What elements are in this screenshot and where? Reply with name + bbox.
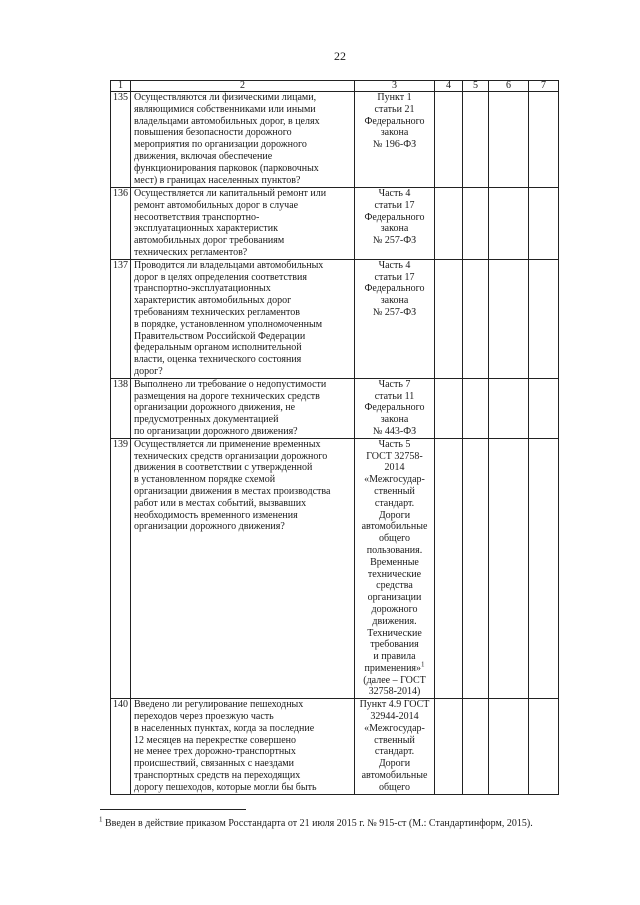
empty-cell	[489, 438, 529, 699]
table-row	[111, 188, 559, 260]
page-number: 22	[334, 49, 346, 63]
legal-reference	[355, 438, 435, 699]
legal-reference: Пункт 4.9 ГОСТ 32944-2014 «Межгосудар- ственный стандарт. Дороги автомобильные общего	[355, 699, 435, 794]
legal-reference: Часть 4 статьи 17 Федерального закона № 257-ФЗ	[355, 188, 435, 260]
table-row	[111, 438, 559, 699]
empty-cell	[463, 378, 489, 438]
table-row	[111, 92, 559, 188]
column-header: 5	[463, 81, 489, 92]
row-number: 139	[111, 438, 131, 699]
empty-cell	[435, 92, 463, 188]
empty-cell	[463, 438, 489, 699]
footnote	[99, 815, 558, 830]
empty-cell	[529, 378, 559, 438]
column-header: 4	[435, 81, 463, 92]
row-number: 138	[111, 378, 131, 438]
legal-reference: Часть 4 статьи 17 Федерального закона № 257-ФЗ	[355, 259, 435, 378]
empty-cell	[435, 438, 463, 699]
reference-text: Часть 5 ГОСТ 32758- 2014 «Межгосудар- ственный стандарт. Дороги автомобильные общего пользования. Временные технические средства организации дорожного движения. Технические требования и правила применения»	[361, 438, 428, 674]
column-header: 7	[529, 81, 559, 92]
question-text: Осуществляется ли применение временных технических средств организации дорожного движения в соответствии с утвержденной в установленном порядке схемой организации движения в местах производства работ или в местах событий, вызвавших необходимость временного изменения организации дорожного движения?	[131, 438, 355, 699]
table-header-row	[111, 81, 559, 92]
empty-cell	[529, 699, 559, 794]
row-number: 137	[111, 259, 131, 378]
empty-cell	[435, 378, 463, 438]
empty-cell	[489, 188, 529, 260]
row-number: 136	[111, 188, 131, 260]
footnote-text: Введен в действие приказом Росстандарта от 21 июля 2015 г. № 915-ст (М.: Стандартинформ, 2015).	[105, 817, 533, 829]
page-content	[99, 80, 558, 830]
empty-cell	[463, 92, 489, 188]
table-row	[111, 699, 559, 794]
question-text: Осуществляется ли капитальный ремонт или ремонт автомобильных дорог в случае несоответствия транспортно- эксплуатационных характеристик автомобильных дорог требованиям технических регламентов?	[131, 188, 355, 260]
column-header: 1	[111, 81, 131, 92]
empty-cell	[489, 259, 529, 378]
row-number: 140	[111, 699, 131, 794]
footnote-divider	[100, 809, 246, 810]
column-header: 3	[355, 81, 435, 92]
table-row	[111, 259, 559, 378]
question-text: Введено ли регулирование пешеходных переходов через проезжую часть в населенных пунктах, когда за последние 12 месяцев на перекрестке совершено не менее трех дорожно-транспортных происшествий, связанных с наездами транспортных средств на переходящих дорогу пешеходов, которые могли бы быть	[131, 699, 355, 794]
column-header: 2	[131, 81, 355, 92]
empty-cell	[463, 699, 489, 794]
empty-cell	[435, 259, 463, 378]
question-text: Проводится ли владельцами автомобильных дорог в целях определения соответствия транспортно-эксплуатационных характеристик автомобильных дорог требованиям технических регламентов в порядке, установленном уполномоченным Правительством Российской Федерации федеральным органом исполнительной власти, оценка технического состояния дорог?	[131, 259, 355, 378]
empty-cell	[489, 92, 529, 188]
empty-cell	[529, 438, 559, 699]
legal-reference: Пункт 1 статьи 21 Федерального закона № 196-ФЗ	[355, 92, 435, 188]
reference-tail: (далее – ГОСТ 32758-2014)	[363, 674, 426, 698]
empty-cell	[435, 699, 463, 794]
column-header: 6	[489, 81, 529, 92]
question-text: Осуществляются ли физическими лицами, являющимися собственниками или иными владельцами автомобильных дорог, в целях повышения безопасности дорожного мероприятия по организации дорожного движения, включая обеспечение функционирования парковок (парковочных мест) в границах населенных пунктов?	[131, 92, 355, 188]
question-text: Выполнено ли требование о недопустимости размещения на дороге технических средств организации дорожного движения, не предусмотренных документацией по организации дорожного движения?	[131, 378, 355, 438]
empty-cell	[489, 378, 529, 438]
footnote-marker: 1	[421, 660, 425, 669]
inspection-table	[110, 80, 559, 795]
empty-cell	[529, 259, 559, 378]
empty-cell	[529, 188, 559, 260]
footnote-marker: 1	[99, 815, 103, 824]
table-row	[111, 378, 559, 438]
row-number: 135	[111, 92, 131, 188]
empty-cell	[529, 92, 559, 188]
empty-cell	[463, 259, 489, 378]
empty-cell	[489, 699, 529, 794]
legal-reference: Часть 7 статьи 11 Федерального закона № 443-ФЗ	[355, 378, 435, 438]
empty-cell	[463, 188, 489, 260]
empty-cell	[435, 188, 463, 260]
